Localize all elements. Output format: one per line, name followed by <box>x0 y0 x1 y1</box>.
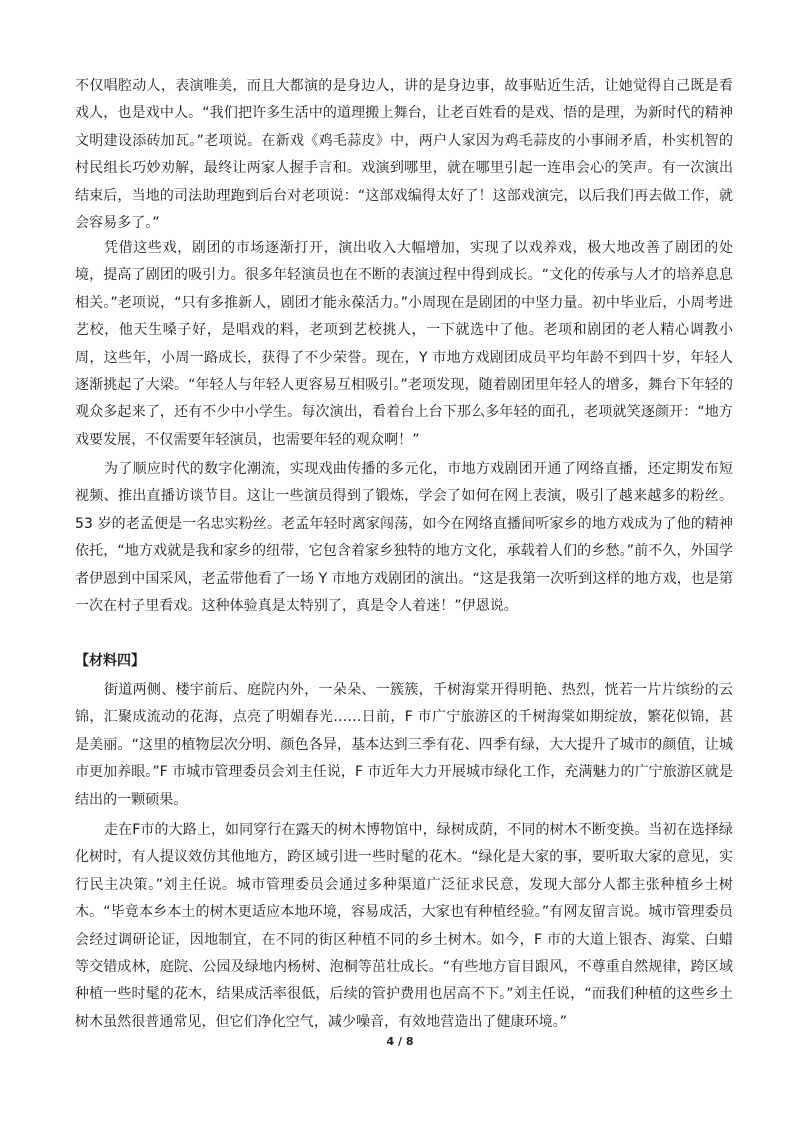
paragraph: 走在F市的大路上，如同穿行在露天的树木博物馆中，绿树成荫，不同的树木不断变换。当初在选择绿化树时，有人提议效仿其他地方，跨区域引进一些时髦的花木。“绿化是大家的事，要听取大家的意见，实行民主决策。”刘主任说。城市管理委员会通过多种渠道广泛征求民意，发现大部分人都主张种植乡土树木。“毕竟本乡本土的树木更适应本地环境，容易成活，大家也有种植经验。”有网友留言说。城市管理委员会经过调研论证，因地制宜，在不同的街区种植不同的乡土树木。如今，F 市的大道上银杏、海棠、白蜡等交错成林，庭院、公园及绿地内杨树、泡桐等茁壮成长。“有些地方盲目跟风，不尊重自然规律，跨区域种植一些时髦的花木，结果成活率很低，后续的管护费用也居高不下。”刘主任说，“而我们种植的这些乡土树木虽然很普通常见，但它们净化空气，减少噪音，有效地营造出了健康环境。” <box>75 822 733 1030</box>
page-number: 4 / 8 <box>386 1035 414 1048</box>
paragraph: 凭借这些戏，剧团的市场逐渐打开，演出收入大幅增加，实现了以戏养戏，极大地改善了剧团的处境，提高了剧团的吸引力。很多年轻演员也在不断的表演过程中得到成长。“文化的传承与人才的培养息息相关。”老项说，“只有多推新人，剧团才能永葆活力。”小周现在是剧团的中坚力量。初中毕业后，小周考进艺校，他天生嗓子好，是唱戏的料，老项到艺校挑人，一下就选中了他。老项和剧团的老人精心调教小周，这些年，小周一路成长，获得了不少荣誉。现在，Y 市地方戏剧团成员平均年龄不到四十岁，年轻人逐渐挑起了大梁。“年轻人与年轻人更容易互相吸引。”老项发现，随着剧团里年轻人的增多，舞台下年轻的观众多起来了，还有不少中小学生。每次演出，看着台上台下那么多年轻的面孔，老项就笑逐颜开：“地方戏要发展，不仅需要年轻演员，也需要年轻的观众啊！” <box>75 240 733 448</box>
section-heading: 【材料四】 <box>75 653 145 669</box>
paragraph: 为了顺应时代的数字化潮流，实现戏曲传播的多元化，市地方戏剧团开通了网络直播，还定期发布短视频、推出直播访谈节目。这让一些演员得到了锻炼，学会了如何在网上表演，吸引了越来越多的粉丝。53 岁的老孟便是一名忠实粉丝。老孟年轻时离家闯荡，如今在网络直播间听家乡的地方戏成为了他的精神依托，“地方戏就是我和家乡的纽带，它包含着家乡独特的地方文化，承载着人们的乡愁。”前不久，外国学者伊恩到中国采风，老孟带他看了一场 Y 市地方戏剧团的演出。“这是我第一次听到这样的地方戏，也是第一次在村子里看戏。这种体验真是太特别了，真是令人着迷！”伊恩说。 <box>75 461 733 615</box>
paragraph-continued: 不仅唱腔动人，表演唯美，而且大都演的是身边人，讲的是身边事，故事贴近生活，让她觉得自己既是看戏人，也是戏中人。“我们把许多生活中的道理搬上舞台，让老百姓看的是戏、悟的是理，为新时代的精神文明建设添砖加瓦。”老项说。在新戏《鸡毛蒜皮》中，两户人家因为鸡毛蒜皮的小事闹矛盾，朴实机智的村民组长巧妙劝解，最终让两家人握手言和。戏演到哪里，就在哪里引起一连串会心的笑声。有一次演出结束后，当地的司法助理跑到后台对老项说：“这部戏编得太好了！这部戏演完，以后我们再去做工作，就会容易多了。” <box>75 78 733 232</box>
paragraph: 街道两侧、楼宇前后、庭院内外，一朵朵、一簇簇，千树海棠开得明艳、热烈，恍若一片片缤纷的云锦，汇聚成流动的花海，点亮了明媚春光……日前，F 市广宁旅游区的千树海棠如期绽放，繁花似锦，甚是美丽。“这里的植物层次分明、颜色各异，基本达到三季有花、四季有绿，大大提升了城市的颜值，让城市更加养眼。”F 市城市管理委员会刘主任说，F 市近年大力开展城市绿化工作，充满魅力的广宁旅游区就是结出的一颗硕果。 <box>75 682 733 808</box>
